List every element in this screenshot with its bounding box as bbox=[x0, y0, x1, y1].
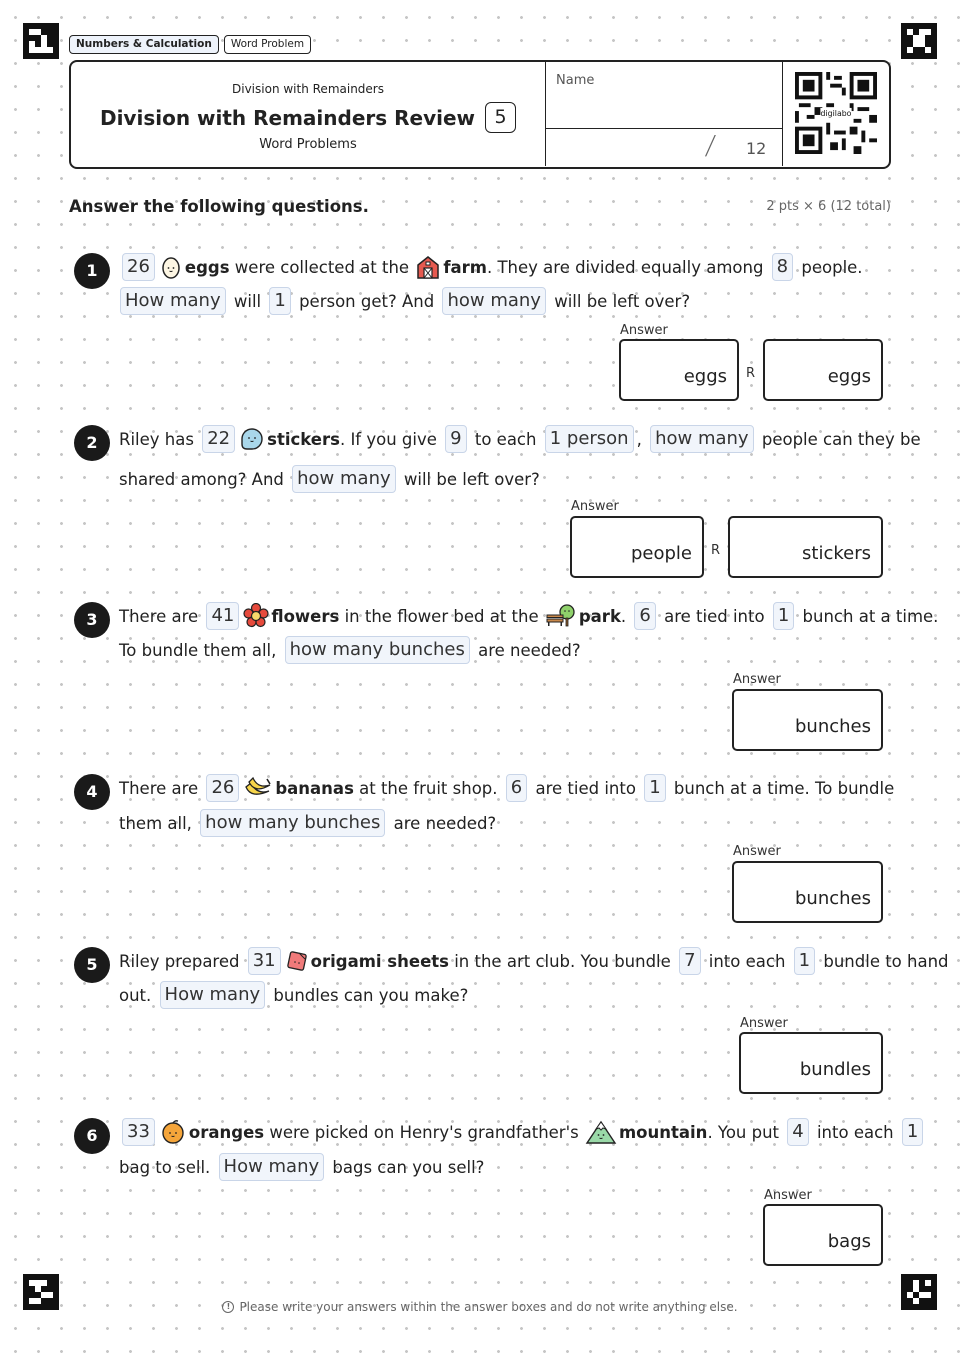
answer-label: Answer bbox=[571, 499, 619, 514]
question-1-line-1 bbox=[119, 253, 863, 281]
banana-icon bbox=[243, 775, 273, 801]
place-word: park bbox=[578, 606, 621, 626]
orange-icon bbox=[159, 1119, 187, 1145]
number-chip: 22 bbox=[202, 425, 235, 453]
answer-box-2-remainder[interactable] bbox=[728, 516, 883, 578]
number-chip: 26 bbox=[206, 774, 239, 802]
question-chip: how many bbox=[650, 425, 754, 453]
category-tags bbox=[69, 35, 311, 54]
footer-text: Please write your answers within the answer boxes and do not write anything else. bbox=[239, 1300, 738, 1314]
question-chip: how many bunches bbox=[200, 809, 385, 837]
question-1-line-2 bbox=[119, 287, 690, 315]
question-4-line-1 bbox=[119, 774, 894, 802]
mountain-icon bbox=[585, 1119, 617, 1145]
worksheet-header bbox=[69, 60, 891, 169]
text: Riley has bbox=[119, 429, 194, 449]
tag-category: Numbers & Calculation bbox=[69, 35, 219, 54]
answer-unit: eggs bbox=[683, 366, 727, 387]
text: in the flower bed at the bbox=[344, 606, 539, 626]
worksheet-number-badge: 5 bbox=[485, 102, 516, 133]
question-chip: How many bbox=[160, 981, 266, 1009]
number-chip: 6 bbox=[634, 602, 655, 630]
text: . If you give bbox=[339, 429, 437, 449]
number-chip: 31 bbox=[248, 947, 281, 975]
question-number-6: 6 bbox=[74, 1118, 110, 1154]
text: in the art club. You bundle bbox=[454, 951, 671, 971]
answer-box-5[interactable] bbox=[739, 1032, 883, 1094]
answer-unit: bags bbox=[827, 1231, 871, 1252]
number-chip: 1 bbox=[269, 287, 290, 315]
page-title-text: Division with Remainders Review bbox=[99, 105, 476, 130]
number-chip: 1 bbox=[794, 947, 815, 975]
text: bunch at a time. To bundle bbox=[673, 778, 895, 798]
question-2-line-1 bbox=[119, 425, 921, 453]
question-chip: how many bbox=[442, 287, 546, 315]
question-number-4: 4 bbox=[74, 774, 110, 810]
text: people. bbox=[801, 257, 863, 277]
answer-box-1-quotient[interactable] bbox=[619, 339, 739, 401]
item-word: origami sheets bbox=[310, 951, 449, 971]
question-chip: how many bunches bbox=[285, 636, 470, 664]
question-4-line-2 bbox=[119, 809, 496, 837]
item-word: bananas bbox=[275, 778, 354, 798]
answer-unit: bundles bbox=[799, 1059, 871, 1080]
text: to each bbox=[474, 429, 537, 449]
text: are needed? bbox=[478, 640, 581, 660]
header-subtitle: Division with Remainders bbox=[232, 82, 384, 96]
text: out. bbox=[119, 985, 152, 1005]
number-chip: 9 bbox=[445, 425, 466, 453]
text: person get? And bbox=[299, 291, 435, 311]
text: , bbox=[636, 429, 642, 449]
text: were picked on Henry's grandfather's bbox=[269, 1122, 579, 1142]
text: were collected at the bbox=[234, 257, 410, 277]
qr-code-icon bbox=[795, 72, 877, 154]
text: will be left over? bbox=[403, 469, 540, 489]
park-tree-bench-icon bbox=[545, 603, 577, 629]
text: at the fruit shop. bbox=[359, 778, 498, 798]
number-chip: 6 bbox=[506, 774, 527, 802]
question-3-line-1 bbox=[119, 602, 938, 630]
item-word: stickers bbox=[267, 429, 340, 449]
text: bunch at a time. bbox=[802, 606, 939, 626]
question-number-5: 5 bbox=[74, 947, 110, 983]
sticker-icon bbox=[239, 427, 265, 451]
origami-paper-icon bbox=[285, 949, 309, 973]
place-word: mountain bbox=[618, 1122, 708, 1142]
text: shared among? And bbox=[119, 469, 284, 489]
header-caption: Word Problems bbox=[259, 137, 357, 152]
corner-marker-top-left bbox=[23, 23, 59, 59]
text: To bundle them all, bbox=[119, 640, 277, 660]
number-chip: 41 bbox=[206, 602, 239, 630]
answer-label: Answer bbox=[764, 1188, 812, 1203]
page-title bbox=[71, 102, 545, 133]
answer-label: Answer bbox=[620, 323, 668, 338]
item-word: flowers bbox=[271, 606, 340, 626]
text: are tied into bbox=[664, 606, 765, 626]
text: bundles can you make? bbox=[273, 985, 469, 1005]
question-3-line-2 bbox=[119, 636, 581, 664]
text: There are bbox=[119, 778, 199, 798]
question-2-line-2 bbox=[119, 465, 540, 493]
footer-note bbox=[0, 1300, 960, 1314]
number-chip: 33 bbox=[122, 1118, 155, 1146]
question-6-line-2 bbox=[119, 1153, 484, 1181]
text: them all, bbox=[119, 813, 192, 833]
text: are tied into bbox=[535, 778, 636, 798]
text: bundle to hand bbox=[823, 951, 949, 971]
answer-label: Answer bbox=[740, 1016, 788, 1031]
remainder-label: R bbox=[746, 366, 756, 381]
answer-label: Answer bbox=[733, 672, 781, 687]
points-info: 2 pts × 6 (12 total) bbox=[766, 199, 891, 214]
question-chip: How many bbox=[219, 1153, 325, 1181]
text: will be left over? bbox=[554, 291, 691, 311]
text: There are bbox=[119, 606, 199, 626]
remainder-label: R bbox=[711, 543, 721, 558]
score-slash: / bbox=[703, 131, 717, 161]
text: into each bbox=[816, 1122, 894, 1142]
number-chip: 4 bbox=[787, 1118, 808, 1146]
egg-icon bbox=[159, 255, 183, 279]
item-word: eggs bbox=[184, 257, 230, 277]
question-number-2: 2 bbox=[74, 425, 110, 461]
barn-icon bbox=[415, 254, 441, 280]
answer-unit: eggs bbox=[827, 366, 871, 387]
answer-unit: bunches bbox=[795, 888, 871, 909]
flower-icon bbox=[243, 603, 269, 629]
name-label: Name bbox=[556, 73, 595, 88]
question-5-line-2 bbox=[119, 981, 468, 1009]
question-chip: 1 person bbox=[545, 425, 634, 453]
title-block bbox=[71, 62, 545, 166]
corner-marker-top-right bbox=[901, 23, 937, 59]
answer-box-4[interactable] bbox=[732, 861, 883, 923]
question-chip: How many bbox=[120, 287, 226, 315]
text: . You put bbox=[707, 1122, 780, 1142]
text: . They are divided equally among bbox=[486, 257, 764, 277]
score-total: 12 bbox=[746, 139, 767, 158]
text: into each bbox=[708, 951, 786, 971]
text: bag to sell. bbox=[119, 1157, 211, 1177]
question-5-line-1 bbox=[119, 947, 949, 975]
text: . bbox=[620, 606, 627, 626]
number-chip: 7 bbox=[679, 947, 700, 975]
number-chip: 1 bbox=[644, 774, 665, 802]
answer-box-3[interactable] bbox=[732, 689, 883, 751]
text: Riley prepared bbox=[119, 951, 240, 971]
score-field[interactable] bbox=[545, 129, 782, 166]
text: people can they be bbox=[761, 429, 921, 449]
text: are needed? bbox=[393, 813, 497, 833]
answer-label: Answer bbox=[733, 844, 781, 859]
answer-unit: stickers bbox=[802, 543, 871, 564]
question-number-3: 3 bbox=[74, 602, 110, 638]
number-chip: 26 bbox=[122, 253, 155, 281]
answer-box-1-remainder[interactable] bbox=[763, 339, 883, 401]
qr-code-text: digilabo bbox=[820, 109, 852, 119]
question-chip: how many bbox=[292, 465, 396, 493]
number-chip: 8 bbox=[772, 253, 793, 281]
qr-code-cell bbox=[782, 62, 888, 166]
answer-box-2-quotient[interactable] bbox=[570, 516, 704, 578]
info-icon: ! bbox=[222, 1301, 234, 1313]
name-field[interactable] bbox=[545, 62, 782, 129]
text: will bbox=[233, 291, 262, 311]
question-number-1: 1 bbox=[74, 253, 110, 289]
question-6-line-1 bbox=[119, 1118, 926, 1146]
number-chip: 1 bbox=[902, 1118, 923, 1146]
tag-type: Word Problem bbox=[224, 35, 311, 54]
number-chip: 1 bbox=[773, 602, 794, 630]
item-word: oranges bbox=[188, 1122, 265, 1142]
answer-box-6[interactable] bbox=[763, 1204, 883, 1266]
instructions: Answer the following questions. bbox=[69, 197, 369, 216]
answer-unit: bunches bbox=[795, 716, 871, 737]
text: bags can you sell? bbox=[332, 1157, 485, 1177]
answer-unit: people bbox=[630, 543, 692, 564]
place-word: farm bbox=[443, 257, 487, 277]
